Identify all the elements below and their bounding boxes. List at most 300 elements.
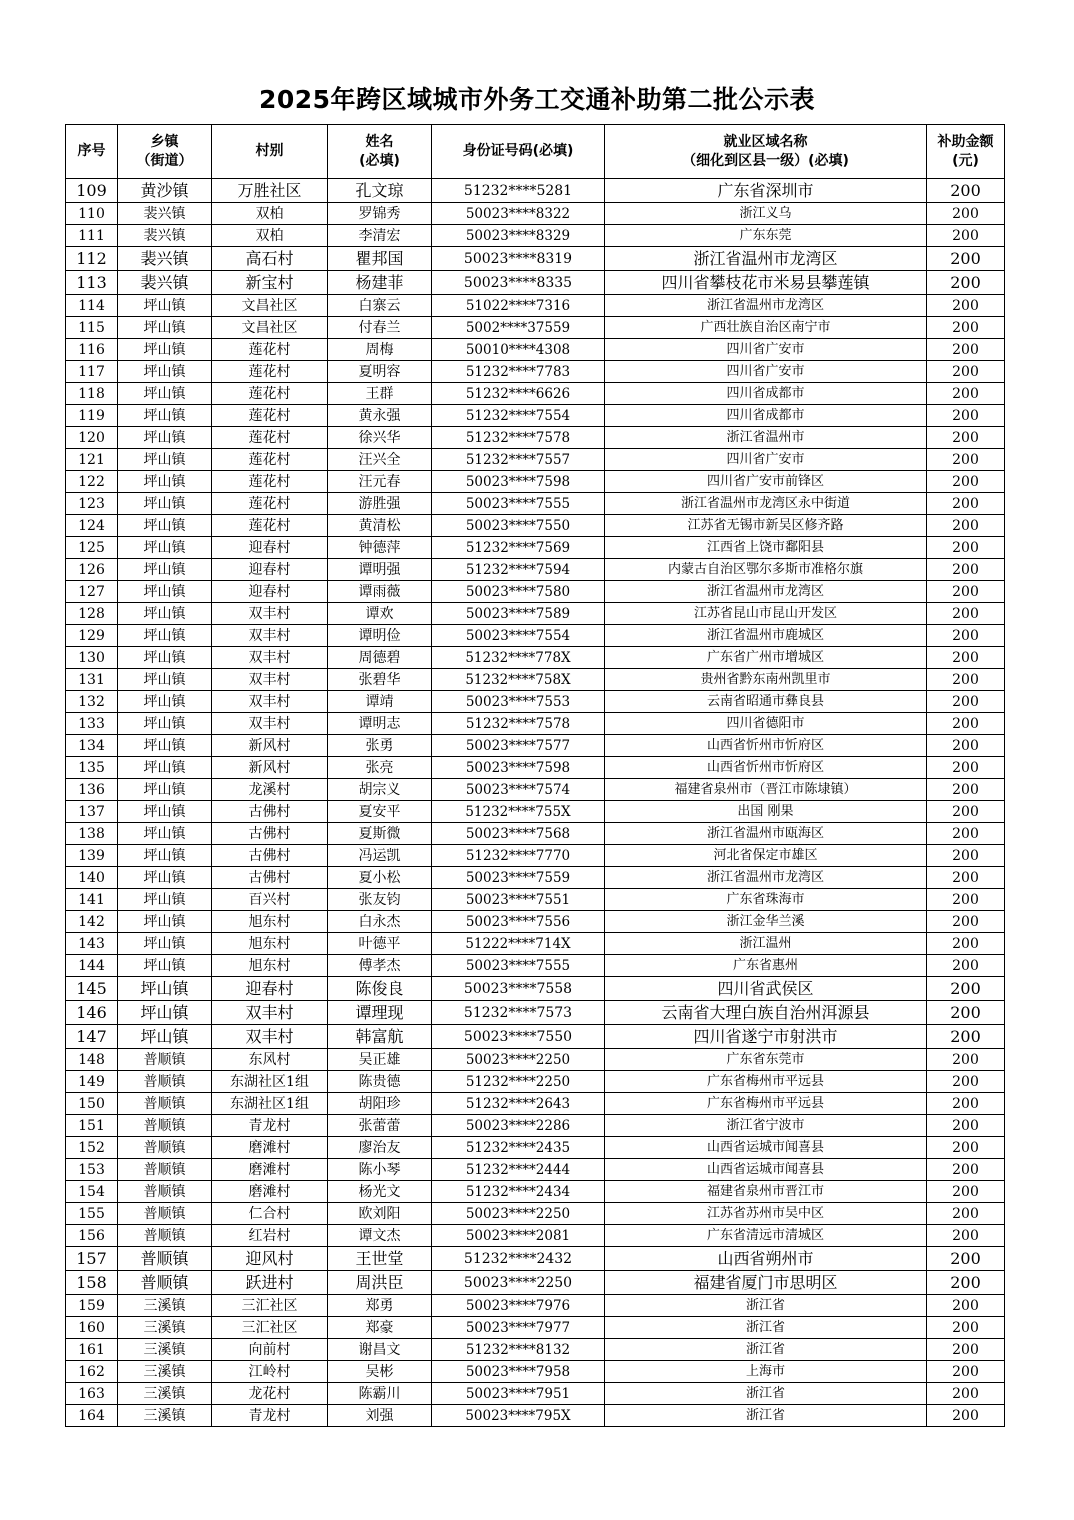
cell-village: 龙溪村 xyxy=(212,779,328,801)
cell-seq: 125 xyxy=(66,537,118,559)
cell-town: 坪山镇 xyxy=(118,691,212,713)
cell-id: 51232****2643 xyxy=(432,1093,605,1115)
cell-region: 四川省广安市 xyxy=(605,339,927,361)
cell-name: 瞿邦国 xyxy=(328,247,432,271)
cell-amount: 200 xyxy=(927,669,1005,691)
cell-town: 普顺镇 xyxy=(118,1159,212,1181)
cell-village: 文昌社区 xyxy=(212,295,328,317)
cell-name: 吴正雄 xyxy=(328,1049,432,1071)
cell-id: 51232****2432 xyxy=(432,1247,605,1271)
cell-seq: 145 xyxy=(66,977,118,1001)
cell-town: 三溪镇 xyxy=(118,1317,212,1339)
cell-town: 三溪镇 xyxy=(118,1405,212,1427)
table-row xyxy=(66,801,1005,823)
cell-id: 50023****7589 xyxy=(432,603,605,625)
table-row xyxy=(66,1093,1005,1115)
cell-amount: 200 xyxy=(927,515,1005,537)
cell-village: 迎春村 xyxy=(212,537,328,559)
cell-region: 出国 刚果 xyxy=(605,801,927,823)
cell-id: 50023****7951 xyxy=(432,1383,605,1405)
cell-village: 青龙村 xyxy=(212,1405,328,1427)
cell-id: 51232****758X xyxy=(432,669,605,691)
cell-id: 51232****7569 xyxy=(432,537,605,559)
cell-seq: 114 xyxy=(66,295,118,317)
cell-id: 50023****8319 xyxy=(432,247,605,271)
table-row xyxy=(66,977,1005,1001)
table-row xyxy=(66,1225,1005,1247)
cell-id: 51232****755X xyxy=(432,801,605,823)
cell-village: 新风村 xyxy=(212,735,328,757)
cell-amount: 200 xyxy=(927,1115,1005,1137)
table-row xyxy=(66,339,1005,361)
cell-amount: 200 xyxy=(927,1137,1005,1159)
table-row xyxy=(66,1001,1005,1025)
cell-id: 51232****2435 xyxy=(432,1137,605,1159)
cell-village: 莲花村 xyxy=(212,515,328,537)
cell-amount: 200 xyxy=(927,1247,1005,1271)
cell-seq: 151 xyxy=(66,1115,118,1137)
cell-village: 跃进村 xyxy=(212,1271,328,1295)
cell-seq: 123 xyxy=(66,493,118,515)
cell-region: 浙江省温州市龙湾区永中街道 xyxy=(605,493,927,515)
cell-village: 双丰村 xyxy=(212,1025,328,1049)
cell-village: 磨滩村 xyxy=(212,1137,328,1159)
cell-village: 迎春村 xyxy=(212,977,328,1001)
cell-amount: 200 xyxy=(927,647,1005,669)
table-row xyxy=(66,471,1005,493)
cell-village: 莲花村 xyxy=(212,383,328,405)
cell-region: 福建省泉州市（晋江市陈埭镇） xyxy=(605,779,927,801)
table-row xyxy=(66,1295,1005,1317)
cell-region: 山西省忻州市忻府区 xyxy=(605,757,927,779)
table-row xyxy=(66,449,1005,471)
cell-id: 50023****2250 xyxy=(432,1203,605,1225)
cell-name: 周梅 xyxy=(328,339,432,361)
cell-seq: 152 xyxy=(66,1137,118,1159)
cell-village: 莲花村 xyxy=(212,405,328,427)
cell-town: 坪山镇 xyxy=(118,515,212,537)
table-row xyxy=(66,383,1005,405)
cell-seq: 127 xyxy=(66,581,118,603)
cell-seq: 147 xyxy=(66,1025,118,1049)
cell-id: 50023****2286 xyxy=(432,1115,605,1137)
cell-name: 胡宗义 xyxy=(328,779,432,801)
cell-region: 内蒙古自治区鄂尔多斯市准格尔旗 xyxy=(605,559,927,581)
cell-id: 50023****7598 xyxy=(432,471,605,493)
cell-id: 51232****5281 xyxy=(432,179,605,203)
cell-village: 古佛村 xyxy=(212,801,328,823)
cell-amount: 200 xyxy=(927,1295,1005,1317)
cell-amount: 200 xyxy=(927,845,1005,867)
table-row xyxy=(66,1271,1005,1295)
cell-seq: 134 xyxy=(66,735,118,757)
cell-amount: 200 xyxy=(927,1001,1005,1025)
cell-id: 50023****8329 xyxy=(432,225,605,247)
cell-region: 广东省广州市增城区 xyxy=(605,647,927,669)
cell-id: 51232****6626 xyxy=(432,383,605,405)
cell-region: 四川省成都市 xyxy=(605,405,927,427)
cell-region: 广东省惠州 xyxy=(605,955,927,977)
cell-amount: 200 xyxy=(927,203,1005,225)
cell-village: 迎春村 xyxy=(212,559,328,581)
cell-town: 坪山镇 xyxy=(118,757,212,779)
cell-seq: 140 xyxy=(66,867,118,889)
cell-region: 山西省运城市闻喜县 xyxy=(605,1137,927,1159)
cell-region: 浙江省 xyxy=(605,1383,927,1405)
table-row xyxy=(66,295,1005,317)
cell-town: 坪山镇 xyxy=(118,889,212,911)
cell-amount: 200 xyxy=(927,955,1005,977)
cell-amount: 200 xyxy=(927,625,1005,647)
cell-town: 普顺镇 xyxy=(118,1271,212,1295)
cell-name: 陈小琴 xyxy=(328,1159,432,1181)
cell-seq: 155 xyxy=(66,1203,118,1225)
cell-amount: 200 xyxy=(927,1025,1005,1049)
cell-town: 三溪镇 xyxy=(118,1361,212,1383)
cell-region: 云南省昭通市彝良县 xyxy=(605,691,927,713)
cell-name: 钟德萍 xyxy=(328,537,432,559)
cell-region: 四川省攀枝花市米易县攀莲镇 xyxy=(605,271,927,295)
cell-id: 50023****7556 xyxy=(432,911,605,933)
cell-seq: 146 xyxy=(66,1001,118,1025)
cell-id: 50023****8335 xyxy=(432,271,605,295)
cell-seq: 113 xyxy=(66,271,118,295)
cell-town: 普顺镇 xyxy=(118,1203,212,1225)
cell-name: 夏安平 xyxy=(328,801,432,823)
cell-seq: 136 xyxy=(66,779,118,801)
cell-village: 双丰村 xyxy=(212,647,328,669)
cell-village: 古佛村 xyxy=(212,845,328,867)
cell-town: 坪山镇 xyxy=(118,603,212,625)
cell-region: 浙江省 xyxy=(605,1295,927,1317)
cell-region: 浙江温州 xyxy=(605,933,927,955)
header-town: 乡镇 （街道） xyxy=(118,125,212,179)
cell-name: 谢昌文 xyxy=(328,1339,432,1361)
cell-town: 坪山镇 xyxy=(118,955,212,977)
cell-village: 文昌社区 xyxy=(212,317,328,339)
header-village: 村别 xyxy=(212,125,328,179)
table-row xyxy=(66,405,1005,427)
cell-amount: 200 xyxy=(927,1093,1005,1115)
cell-village: 迎风村 xyxy=(212,1247,328,1271)
cell-name: 白永杰 xyxy=(328,911,432,933)
table-row xyxy=(66,691,1005,713)
cell-seq: 162 xyxy=(66,1361,118,1383)
cell-amount: 200 xyxy=(927,603,1005,625)
cell-amount: 200 xyxy=(927,179,1005,203)
header-name: 姓名 (必填) xyxy=(328,125,432,179)
table-row xyxy=(66,515,1005,537)
table-row xyxy=(66,247,1005,271)
header-seq: 序号 xyxy=(66,125,118,179)
cell-town: 坪山镇 xyxy=(118,735,212,757)
cell-name: 谭明强 xyxy=(328,559,432,581)
page-title: 2025年跨区域城市外务工交通补助第二批公示表 xyxy=(258,85,816,114)
cell-village: 莲花村 xyxy=(212,361,328,383)
cell-region: 广西壮族自治区南宁市 xyxy=(605,317,927,339)
cell-seq: 137 xyxy=(66,801,118,823)
cell-region: 上海市 xyxy=(605,1361,927,1383)
cell-name: 徐兴华 xyxy=(328,427,432,449)
cell-village: 莲花村 xyxy=(212,427,328,449)
cell-seq: 109 xyxy=(66,179,118,203)
table-row xyxy=(66,1025,1005,1049)
table-row xyxy=(66,713,1005,735)
table-row xyxy=(66,361,1005,383)
table-row xyxy=(66,779,1005,801)
cell-name: 谭文杰 xyxy=(328,1225,432,1247)
cell-region: 浙江省 xyxy=(605,1339,927,1361)
table-row xyxy=(66,1383,1005,1405)
cell-name: 张亮 xyxy=(328,757,432,779)
cell-name: 付春兰 xyxy=(328,317,432,339)
table-row xyxy=(66,757,1005,779)
cell-seq: 118 xyxy=(66,383,118,405)
cell-town: 坪山镇 xyxy=(118,713,212,735)
cell-seq: 129 xyxy=(66,625,118,647)
table-row xyxy=(66,625,1005,647)
table-row xyxy=(66,179,1005,203)
cell-town: 坪山镇 xyxy=(118,427,212,449)
cell-id: 51232****7594 xyxy=(432,559,605,581)
cell-seq: 112 xyxy=(66,247,118,271)
cell-seq: 141 xyxy=(66,889,118,911)
cell-region: 福建省泉州市晋江市 xyxy=(605,1181,927,1203)
cell-amount: 200 xyxy=(927,977,1005,1001)
cell-seq: 158 xyxy=(66,1271,118,1295)
cell-town: 坪山镇 xyxy=(118,317,212,339)
cell-amount: 200 xyxy=(927,247,1005,271)
cell-town: 三溪镇 xyxy=(118,1383,212,1405)
cell-town: 坪山镇 xyxy=(118,471,212,493)
cell-region: 浙江义乌 xyxy=(605,203,927,225)
cell-village: 磨滩村 xyxy=(212,1181,328,1203)
cell-id: 50023****7574 xyxy=(432,779,605,801)
cell-name: 谭明俭 xyxy=(328,625,432,647)
cell-amount: 200 xyxy=(927,339,1005,361)
cell-amount: 200 xyxy=(927,1339,1005,1361)
cell-seq: 142 xyxy=(66,911,118,933)
cell-name: 陈俊良 xyxy=(328,977,432,1001)
cell-name: 周洪臣 xyxy=(328,1271,432,1295)
cell-village: 磨滩村 xyxy=(212,1159,328,1181)
cell-amount: 200 xyxy=(927,1405,1005,1427)
cell-name: 陈霸川 xyxy=(328,1383,432,1405)
cell-id: 51222****714X xyxy=(432,933,605,955)
cell-town: 坪山镇 xyxy=(118,647,212,669)
cell-seq: 156 xyxy=(66,1225,118,1247)
cell-amount: 200 xyxy=(927,1361,1005,1383)
cell-name: 李清宏 xyxy=(328,225,432,247)
cell-name: 夏小松 xyxy=(328,867,432,889)
cell-seq: 161 xyxy=(66,1339,118,1361)
cell-id: 50023****7976 xyxy=(432,1295,605,1317)
cell-id: 50023****2250 xyxy=(432,1271,605,1295)
cell-town: 坪山镇 xyxy=(118,977,212,1001)
cell-village: 东风村 xyxy=(212,1049,328,1071)
cell-village: 莲花村 xyxy=(212,449,328,471)
cell-id: 51232****8132 xyxy=(432,1339,605,1361)
cell-region: 浙江省温州市鹿城区 xyxy=(605,625,927,647)
cell-id: 50023****7553 xyxy=(432,691,605,713)
cell-town: 坪山镇 xyxy=(118,625,212,647)
cell-village: 红岩村 xyxy=(212,1225,328,1247)
cell-amount: 200 xyxy=(927,1071,1005,1093)
cell-region: 浙江省 xyxy=(605,1317,927,1339)
cell-town: 裴兴镇 xyxy=(118,271,212,295)
table-row xyxy=(66,1115,1005,1137)
cell-name: 吴彬 xyxy=(328,1361,432,1383)
cell-village: 龙花村 xyxy=(212,1383,328,1405)
cell-amount: 200 xyxy=(927,1271,1005,1295)
cell-village: 仁合村 xyxy=(212,1203,328,1225)
cell-id: 50023****7977 xyxy=(432,1317,605,1339)
cell-village: 莲花村 xyxy=(212,493,328,515)
cell-id: 51232****7578 xyxy=(432,427,605,449)
cell-region: 江西省上饶市鄱阳县 xyxy=(605,537,927,559)
cell-town: 坪山镇 xyxy=(118,383,212,405)
cell-region: 浙江省温州市龙湾区 xyxy=(605,581,927,603)
cell-name: 张友钧 xyxy=(328,889,432,911)
cell-name: 叶德平 xyxy=(328,933,432,955)
cell-village: 莲花村 xyxy=(212,339,328,361)
cell-seq: 150 xyxy=(66,1093,118,1115)
cell-id: 51232****7783 xyxy=(432,361,605,383)
cell-village: 青龙村 xyxy=(212,1115,328,1137)
cell-seq: 157 xyxy=(66,1247,118,1271)
cell-id: 50023****7550 xyxy=(432,1025,605,1049)
cell-village: 旭东村 xyxy=(212,955,328,977)
cell-region: 浙江省 xyxy=(605,1405,927,1427)
cell-amount: 200 xyxy=(927,1049,1005,1071)
cell-village: 向前村 xyxy=(212,1339,328,1361)
cell-name: 廖治友 xyxy=(328,1137,432,1159)
cell-region: 河北省保定市雄区 xyxy=(605,845,927,867)
cell-amount: 200 xyxy=(927,471,1005,493)
cell-name: 罗锦秀 xyxy=(328,203,432,225)
table-row xyxy=(66,427,1005,449)
cell-id: 51232****2250 xyxy=(432,1071,605,1093)
table-body xyxy=(66,179,1005,1427)
cell-name: 谭雨薇 xyxy=(328,581,432,603)
cell-town: 普顺镇 xyxy=(118,1071,212,1093)
table-row xyxy=(66,933,1005,955)
table-row xyxy=(66,1071,1005,1093)
cell-amount: 200 xyxy=(927,1203,1005,1225)
cell-town: 三溪镇 xyxy=(118,1339,212,1361)
cell-amount: 200 xyxy=(927,225,1005,247)
cell-town: 坪山镇 xyxy=(118,933,212,955)
cell-region: 广东省深圳市 xyxy=(605,179,927,203)
table-row xyxy=(66,493,1005,515)
table-row xyxy=(66,911,1005,933)
cell-region: 四川省德阳市 xyxy=(605,713,927,735)
cell-town: 坪山镇 xyxy=(118,779,212,801)
table-row xyxy=(66,823,1005,845)
cell-id: 50023****2250 xyxy=(432,1049,605,1071)
cell-village: 旭东村 xyxy=(212,911,328,933)
cell-region: 江苏省昆山市昆山开发区 xyxy=(605,603,927,625)
cell-seq: 116 xyxy=(66,339,118,361)
cell-name: 黄永强 xyxy=(328,405,432,427)
cell-id: 51232****2444 xyxy=(432,1159,605,1181)
table-row xyxy=(66,581,1005,603)
cell-id: 50023****7551 xyxy=(432,889,605,911)
cell-amount: 200 xyxy=(927,735,1005,757)
table-row xyxy=(66,1361,1005,1383)
cell-amount: 200 xyxy=(927,361,1005,383)
cell-amount: 200 xyxy=(927,383,1005,405)
cell-amount: 200 xyxy=(927,801,1005,823)
cell-town: 裴兴镇 xyxy=(118,225,212,247)
cell-name: 汪元春 xyxy=(328,471,432,493)
cell-name: 夏斯微 xyxy=(328,823,432,845)
cell-town: 普顺镇 xyxy=(118,1137,212,1159)
header-amount: 补助金额 (元) xyxy=(927,125,1005,179)
cell-region: 四川省遂宁市射洪市 xyxy=(605,1025,927,1049)
cell-seq: 139 xyxy=(66,845,118,867)
cell-amount: 200 xyxy=(927,493,1005,515)
cell-amount: 200 xyxy=(927,823,1005,845)
cell-seq: 163 xyxy=(66,1383,118,1405)
cell-name: 郑勇 xyxy=(328,1295,432,1317)
cell-town: 坪山镇 xyxy=(118,405,212,427)
cell-seq: 130 xyxy=(66,647,118,669)
cell-amount: 200 xyxy=(927,1383,1005,1405)
cell-village: 双丰村 xyxy=(212,1001,328,1025)
cell-name: 谭明志 xyxy=(328,713,432,735)
cell-town: 坪山镇 xyxy=(118,801,212,823)
cell-seq: 160 xyxy=(66,1317,118,1339)
cell-town: 普顺镇 xyxy=(118,1225,212,1247)
cell-id: 51232****7557 xyxy=(432,449,605,471)
cell-id: 50023****7568 xyxy=(432,823,605,845)
cell-seq: 119 xyxy=(66,405,118,427)
cell-region: 四川省广安市 xyxy=(605,449,927,471)
cell-id: 50023****7554 xyxy=(432,625,605,647)
table-row xyxy=(66,1317,1005,1339)
cell-village: 双柏 xyxy=(212,203,328,225)
table-row xyxy=(66,203,1005,225)
cell-region: 云南省大理白族自治州洱源县 xyxy=(605,1001,927,1025)
cell-village: 百兴村 xyxy=(212,889,328,911)
cell-amount: 200 xyxy=(927,1159,1005,1181)
cell-name: 汪兴全 xyxy=(328,449,432,471)
table-row xyxy=(66,889,1005,911)
cell-village: 古佛村 xyxy=(212,867,328,889)
cell-amount: 200 xyxy=(927,559,1005,581)
cell-name: 谭靖 xyxy=(328,691,432,713)
cell-amount: 200 xyxy=(927,1225,1005,1247)
table-row xyxy=(66,271,1005,295)
cell-seq: 111 xyxy=(66,225,118,247)
cell-village: 双丰村 xyxy=(212,625,328,647)
cell-name: 胡阳珍 xyxy=(328,1093,432,1115)
cell-town: 坪山镇 xyxy=(118,559,212,581)
cell-town: 坪山镇 xyxy=(118,669,212,691)
cell-amount: 200 xyxy=(927,911,1005,933)
table-row xyxy=(66,845,1005,867)
table-header-row xyxy=(66,125,1005,179)
cell-name: 杨建菲 xyxy=(328,271,432,295)
cell-id: 50023****7550 xyxy=(432,515,605,537)
cell-name: 游胜强 xyxy=(328,493,432,515)
table-row xyxy=(66,559,1005,581)
table-row xyxy=(66,225,1005,247)
cell-id: 51232****2434 xyxy=(432,1181,605,1203)
cell-name: 王世堂 xyxy=(328,1247,432,1271)
cell-id: 50023****7555 xyxy=(432,493,605,515)
